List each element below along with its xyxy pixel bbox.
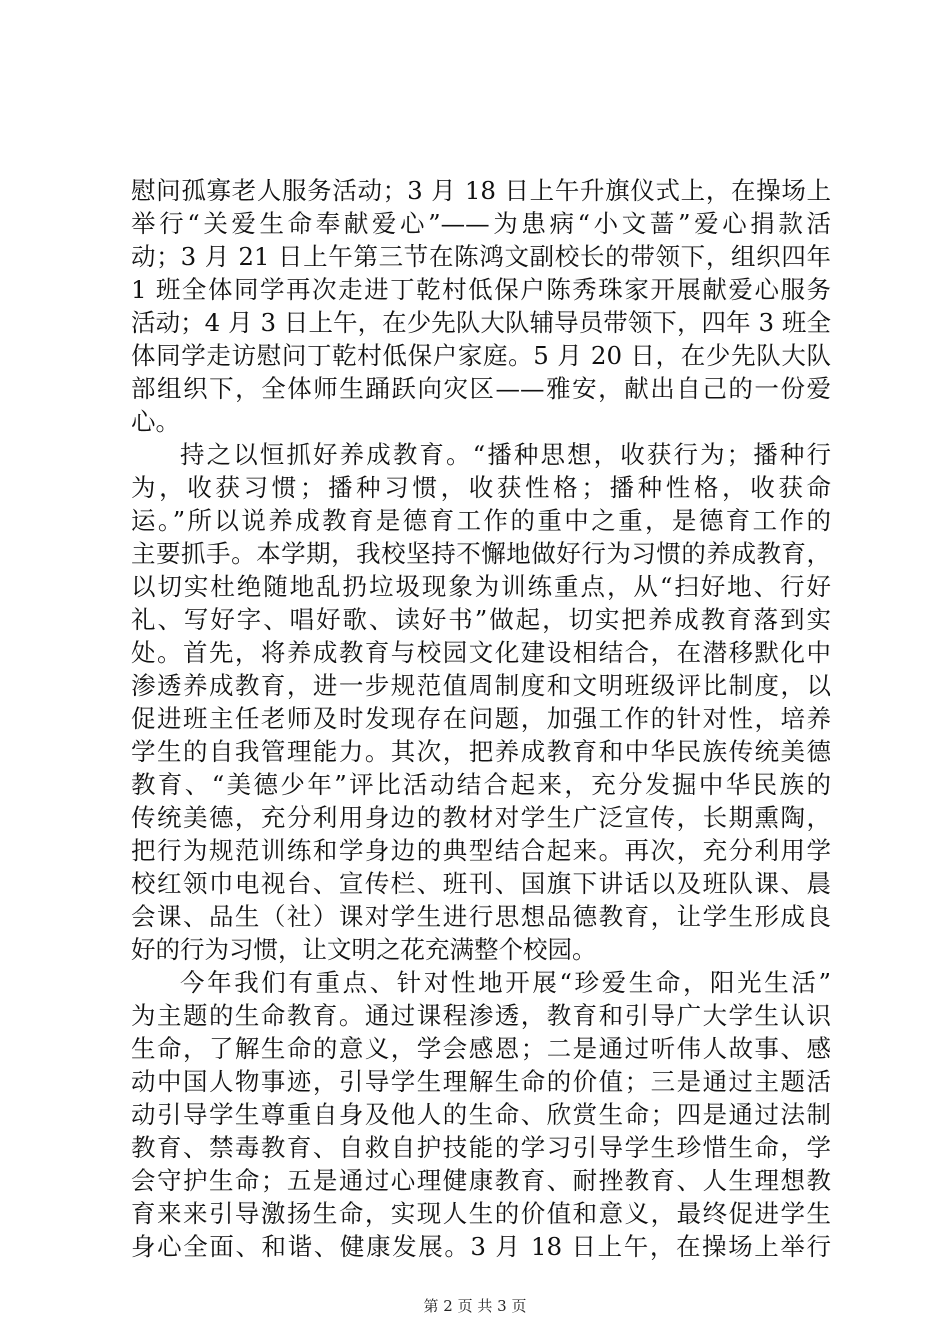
paragraph-2 <box>131 438 831 966</box>
text-line: 促进班主任老师及时发现存在问题，加强工作的针对性，培养 <box>131 704 831 733</box>
text-line: 为，收获习惯；播种习惯，收获性格；播种性格，收获命 <box>131 473 831 502</box>
text-line: 把行为规范训练和学身边的典型结合起来。再次，充分利用学 <box>131 836 831 865</box>
text-line: 会课、品生（社）课对学生进行思想品德教育，让学生形成良 <box>131 902 831 931</box>
text-line: 1 班全体同学再次走进丁乾村低保户陈秀珠家开展献爱心服务 <box>131 275 831 304</box>
text-line: 校红领巾电视台、宣传栏、班刊、国旗下讲话以及班队课、晨 <box>131 869 831 898</box>
text-line: 持之以恒抓好养成教育。“播种思想，收获行为；播种行 <box>180 440 831 469</box>
text-line: 学生的自我管理能力。其次，把养成教育和中华民族传统美德 <box>131 737 831 766</box>
text-line: 教育、“美德少年”评比活动结合起来，充分发掘中华民族的 <box>131 770 831 799</box>
text-line: 育来来引导激扬生命，实现人生的价值和意义，最终促进学生 <box>131 1199 831 1228</box>
text-line: 体同学走访慰问丁乾村低保户家庭。5 月 20 日，在少先队大队 <box>131 341 831 370</box>
text-line: 今年我们有重点、针对性地开展“珍爱生命，阳光生活” <box>180 968 831 997</box>
text-line: 心。 <box>131 407 180 436</box>
text-line: 慰问孤寡老人服务活动；3 月 18 日上午升旗仪式上，在操场上 <box>131 176 831 205</box>
text-line: 主要抓手。本学期，我校坚持不懈地做好行为习惯的养成教育， <box>131 539 831 568</box>
text-line: 以切实杜绝随地乱扔垃圾现象为训练重点，从“扫好地、行好 <box>131 572 831 601</box>
text-line: 动；3 月 21 日上午第三节在陈鸿文副校长的带领下，组织四年 <box>131 242 831 271</box>
text-line: 动引导学生尊重自身及他人的生命、欣赏生命；四是通过法制 <box>131 1100 831 1129</box>
page-number-footer: 第 2 页 共 3 页 <box>423 1297 527 1315</box>
text-line: 传统美德，充分利用身边的教材对学生广泛宣传，长期熏陶， <box>131 803 831 832</box>
text-line: 运。”所以说养成教育是德育工作的重中之重，是德育工作的 <box>131 506 831 535</box>
text-line: 会守护生命；五是通过心理健康教育、耐挫教育、人生理想教 <box>131 1166 831 1195</box>
text-line: 动中国人物事迹，引导学生理解生命的价值；三是通过主题活 <box>131 1067 831 1096</box>
text-line: 为主题的生命教育。通过课程渗透，教育和引导广大学生认识 <box>131 1001 831 1030</box>
text-line: 部组织下，全体师生踊跃向灾区——雅安，献出自己的一份爱 <box>131 374 831 403</box>
text-line: 好的行为习惯，让文明之花充满整个校园。 <box>131 935 597 964</box>
text-line: 生命，了解生命的意义，学会感恩；二是通过听伟人故事、感 <box>131 1034 831 1063</box>
text-line: 活动；4 月 3 日上午，在少先队大队辅导员带领下，四年 3 班全 <box>131 308 831 337</box>
document-body <box>131 174 831 1263</box>
text-line: 教育、禁毒教育、自救自护技能的学习引导学生珍惜生命，学 <box>131 1133 831 1162</box>
paragraph-3 <box>131 966 831 1263</box>
text-line: 举行“关爱生命奉献爱心”——为患病“小文蔷”爱心捐款活 <box>131 209 831 238</box>
text-line: 身心全面、和谐、健康发展。3 月 18 日上午，在操场上举行 <box>131 1232 831 1261</box>
text-line: 渗透养成教育，进一步规范值周制度和文明班级评比制度，以 <box>131 671 831 700</box>
text-line: 礼、写好字、唱好歌、读好书”做起，切实把养成教育落到实 <box>131 605 831 634</box>
text-line: 处。首先，将养成教育与校园文化建设相结合，在潜移默化中 <box>131 638 831 667</box>
paragraph-1 <box>131 174 831 438</box>
